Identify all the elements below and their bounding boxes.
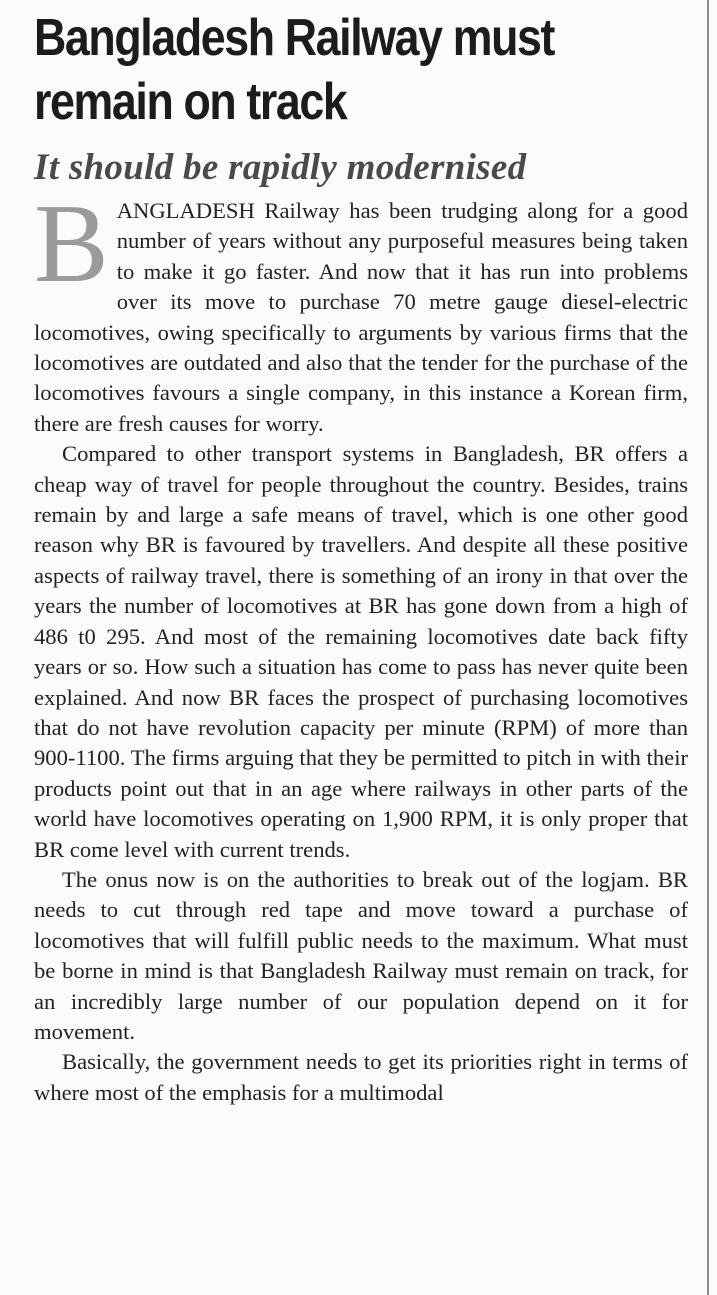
lead-caps: ANGLADESH bbox=[116, 198, 255, 223]
paragraph-3: The onus now is on the authorities to break out of the logjam. BR needs to cut through red tape and move toward a purchase of locomotives that will fulfill public needs to the maximum. What must be borne in mind is that Bangladesh Railway must remain on track, for an incredibly large number of our population depend on it for movement. bbox=[34, 866, 688, 1044]
article-headline: Bangladesh Railway must remain on track bbox=[34, 9, 555, 131]
paragraph-1-text: Railway has been trudging along for a good number of years without any purposeful measures being taken to make it go faster. And now that it has run into problems over its move to purchase 70 metre gauge diesel-electric locomotives, owing specifically to arguments by various firms that the locomotives are outdated and also that the tender for the purchase of the locomotives favours a single company, in this instance a Korean firm, there are fresh causes for worry. bbox=[34, 198, 688, 436]
article-subheadline: It should be rapidly modernised bbox=[34, 147, 527, 188]
paragraph-2: Compared to other transport systems in Bangladesh, BR offers a cheap way of travel for people throughout the country. Besides, trains remain by and large a safe means of travel, which is one other good reason why BR is favoured by travellers. And despite all these positive aspects of railway travel, there is something of an irony in that over the years the number of locomotives at BR has gone down from a high of 486 t0 295. And most of the remaining locomotives date back fifty years or so. How such a situation has come to pass has never quite been explained. And now BR faces the prospect of purchasing locomotives that do not have revolution capacity per minute (RPM) of more than 900-1100. The firms arguing that they be permitted to pitch in with their products point out that in an age where railways in other parts of the world have locomotives operating on 1,900 RPM, it is only proper that BR come level with current trends. bbox=[34, 441, 688, 862]
column-divider bbox=[707, 0, 709, 1295]
editorial-article bbox=[34, 6, 688, 1108]
paragraph-1 bbox=[34, 182, 688, 439]
drop-cap: B bbox=[34, 182, 109, 306]
paragraph-4: Basically, the government needs to get its priorities right in terms of where most of the emphasis for a multimodal bbox=[34, 1049, 688, 1105]
article-body bbox=[34, 182, 688, 1108]
